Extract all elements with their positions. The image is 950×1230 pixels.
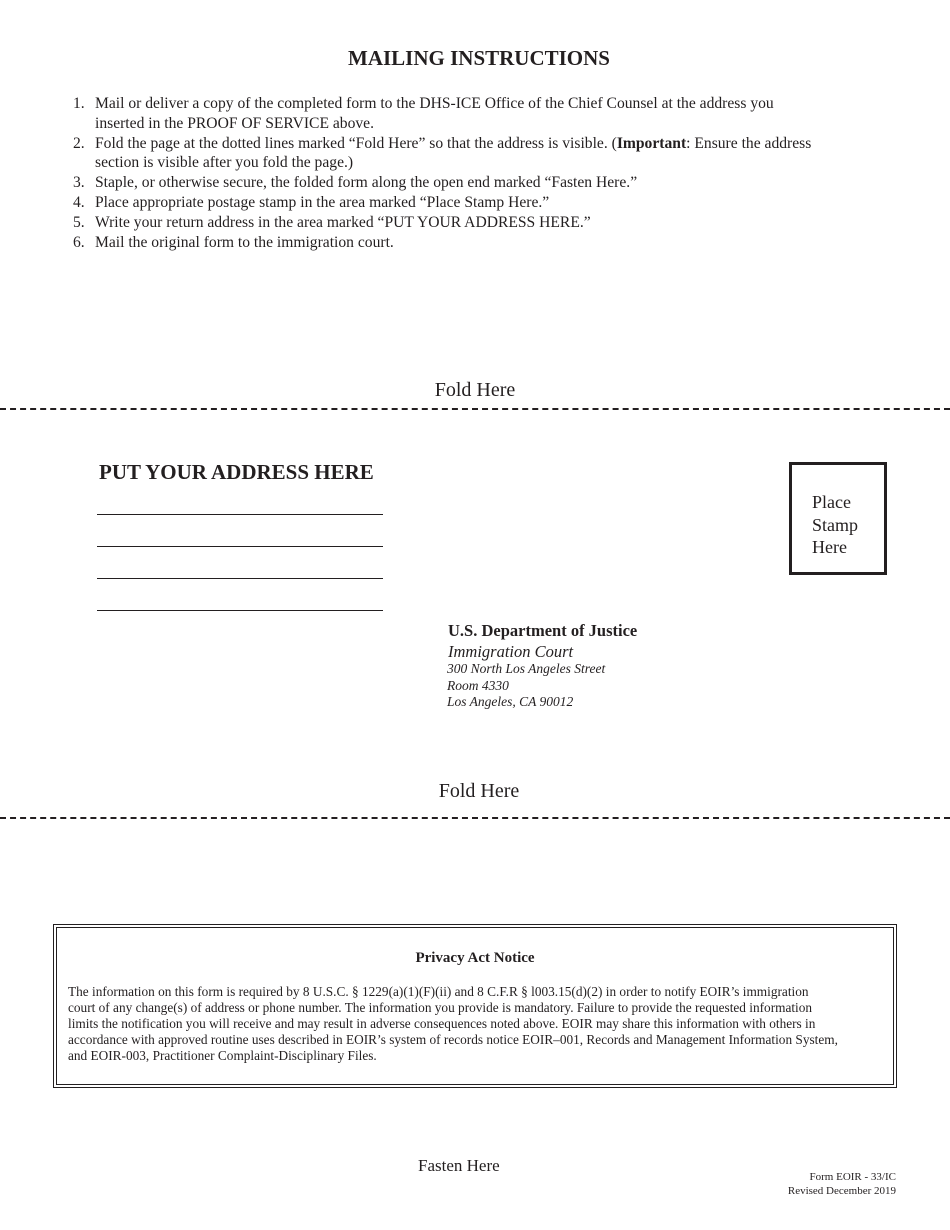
destination-organization: U.S. Department of Justice xyxy=(448,621,638,640)
instruction-text: Staple, or otherwise secure, the folded form along the open end marked “Fasten Here.” xyxy=(95,174,638,192)
instruction-text: Mail or deliver a copy of the completed form to the DHS-ICE Office of the Chief Counsel at the address you xyxy=(95,95,774,112)
privacy-text-line: limits the notification you will receive and may result in adverse consequences noted above. EOIR may share this information with others in xyxy=(68,1016,816,1031)
stamp-label-line: Place xyxy=(812,492,851,512)
instruction-item xyxy=(70,193,910,213)
instruction-item xyxy=(70,134,910,174)
instruction-number: 6. xyxy=(73,233,85,251)
privacy-text-line: accordance with approved routine uses described in EOIR’s system of records notice EOIR–001, Records and Management Information System, xyxy=(68,1032,838,1047)
privacy-act-title: Privacy Act Notice xyxy=(415,950,535,966)
instruction-text: Write your return address in the area marked “PUT YOUR ADDRESS HERE.” xyxy=(95,213,591,231)
destination-court: Immigration Court xyxy=(448,642,574,661)
return-address-heading: PUT YOUR ADDRESS HERE xyxy=(99,460,374,484)
privacy-text-line: The information on this form is required by 8 U.S.C. § 1229(a)(1)(F)(ii) and 8 C.F.R § l003.15(d)(2) in order to notify EOIR’s immigration xyxy=(68,984,809,999)
fold-here-label-top: Fold Here xyxy=(434,379,516,401)
fold-line-top xyxy=(0,408,950,410)
instruction-text-continued: section is visible after you fold the page.) xyxy=(95,154,354,172)
instruction-number: 1. xyxy=(73,95,85,112)
destination-city: Los Angeles, CA 90012 xyxy=(447,694,574,709)
instruction-text: : Ensure the address xyxy=(686,134,812,152)
instruction-text: Fold the page at the dotted lines marked “Fold Here” so that the address is visible. ( xyxy=(95,134,617,152)
return-address-line[interactable] xyxy=(97,514,383,515)
destination-room: Room 4330 xyxy=(447,678,509,693)
return-address-line[interactable] xyxy=(97,578,383,579)
fold-here-label-bottom: Fold Here xyxy=(438,780,520,802)
mailing-instructions-list xyxy=(70,94,910,252)
instruction-number: 4. xyxy=(73,193,85,211)
return-address-line[interactable] xyxy=(97,610,383,611)
instruction-number: 5. xyxy=(73,213,85,231)
instruction-item xyxy=(70,94,910,134)
form-revision-date: Revised December 2019 xyxy=(787,1185,896,1197)
privacy-act-body xyxy=(68,984,884,1064)
destination-street: 300 North Los Angeles Street xyxy=(447,661,606,676)
page-title: MAILING INSTRUCTIONS xyxy=(348,46,610,70)
fasten-here-label: Fasten Here xyxy=(418,1156,500,1175)
form-identifier xyxy=(788,1170,896,1198)
postage-stamp-box xyxy=(789,462,887,575)
instruction-text: Mail the original form to the immigration court. xyxy=(95,233,394,251)
form-number: Form EOIR - 33/IC xyxy=(809,1171,896,1183)
privacy-text-line: and EOIR-003, Practitioner Complaint-Disciplinary Files. xyxy=(68,1048,377,1063)
instruction-item xyxy=(70,233,910,253)
instruction-number: 3. xyxy=(73,174,85,192)
fold-line-bottom xyxy=(0,817,950,819)
return-address-line[interactable] xyxy=(97,546,383,547)
stamp-label xyxy=(812,491,858,559)
instruction-text-continued: inserted in the PROOF OF SERVICE above. xyxy=(95,114,374,132)
instruction-text: Place appropriate postage stamp in the area marked “Place Stamp Here.” xyxy=(95,193,550,211)
important-label: Important xyxy=(616,134,687,152)
instruction-item xyxy=(70,213,910,233)
privacy-text-line: court of any change(s) of address or phone number. The information you provide is mandatory. Failure to provide the requested information xyxy=(68,1000,813,1015)
stamp-label-line: Here xyxy=(812,537,847,557)
privacy-act-notice-box xyxy=(53,924,897,1088)
stamp-label-line: Stamp xyxy=(812,514,859,535)
instruction-item xyxy=(70,173,910,193)
instruction-number: 2. xyxy=(73,134,85,152)
